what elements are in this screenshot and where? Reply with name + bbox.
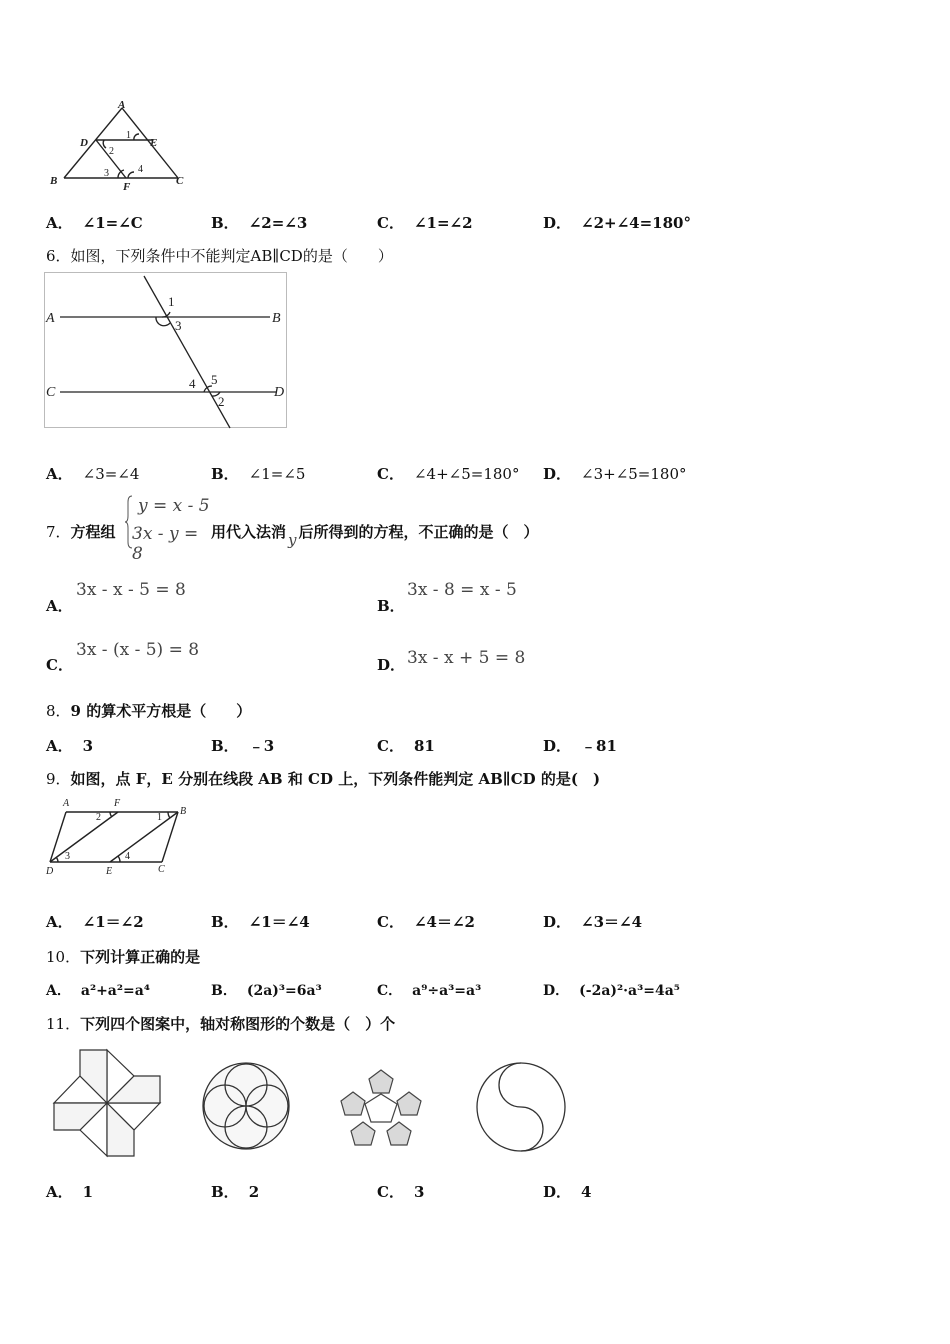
option-text: 3x - x + 5 = 8	[407, 648, 526, 668]
q9-angle-4: 4	[125, 851, 130, 862]
q9-stem	[46, 768, 600, 789]
option-text: ∠1＝∠4	[248, 913, 310, 931]
q10-option-b[interactable]	[211, 980, 322, 1000]
option-label: D．	[543, 465, 572, 483]
q5-label-D: D	[80, 137, 88, 149]
q9-angle-1: 1	[157, 812, 162, 823]
question-number: 9．	[46, 770, 71, 788]
q8-option-b[interactable]	[211, 735, 274, 756]
option-label: A．	[46, 913, 73, 931]
option-label: B．	[211, 465, 239, 483]
option-text: ∠3=∠4	[82, 465, 140, 483]
option-label: C．	[46, 656, 73, 674]
option-text: 3	[413, 1183, 425, 1201]
q7-stem-rest	[211, 521, 539, 549]
q10-option-d[interactable]	[543, 980, 680, 1000]
q5-option-c[interactable]	[377, 212, 473, 233]
q5-label-C: C	[176, 175, 184, 187]
option-text: (2a)³=6a³	[246, 983, 322, 999]
option-label: C．	[377, 465, 404, 483]
q6-angle-1: 1	[168, 294, 175, 309]
q5-angle-2: 2	[109, 146, 114, 157]
q9-label-D: D	[46, 866, 54, 877]
q8-option-c[interactable]	[377, 735, 435, 756]
option-text: 3x - x - 5 = 8	[76, 580, 186, 600]
option-text: 1	[82, 1183, 94, 1201]
q5-label-B: B	[50, 175, 58, 187]
option-text: ∠1＝∠2	[82, 913, 144, 931]
option-text: ∠1=∠2	[413, 214, 473, 232]
option-label: A．	[46, 1183, 73, 1201]
option-label: A．	[46, 465, 73, 483]
q5-triangle-figure	[46, 98, 196, 194]
q9-option-a[interactable]	[46, 911, 144, 932]
option-label: A．	[46, 597, 73, 615]
q9-angle-3: 3	[65, 851, 70, 862]
question-text: 下列四个图案中，轴对称图形的个数是（ ）个	[80, 1015, 396, 1033]
question-text: 方程组	[70, 523, 116, 541]
q6-angle-3: 3	[175, 318, 182, 333]
q9-label-B: B	[180, 806, 187, 817]
question-number: 6．	[46, 247, 71, 265]
option-text: ∠1=∠5	[248, 465, 306, 483]
q6-angle-5: 5	[211, 372, 218, 387]
option-text: 3	[82, 737, 94, 755]
q8-option-a[interactable]	[46, 735, 93, 756]
q9-label-E: E	[106, 866, 113, 877]
q5-label-E: E	[150, 137, 158, 149]
q5-angle-4: 4	[138, 164, 143, 175]
q5-option-a[interactable]	[46, 212, 143, 233]
q7-stem-number	[46, 521, 116, 542]
option-text: ∠1=∠C	[82, 214, 143, 232]
s-curve-circle-icon	[474, 1060, 568, 1154]
q11-option-a[interactable]	[46, 1181, 93, 1202]
option-text: ﹣3	[248, 737, 275, 755]
option-text: 2	[248, 1183, 260, 1201]
q6-option-b[interactable]	[211, 463, 305, 484]
q5-option-b[interactable]	[211, 212, 307, 233]
q6-label-D: D	[274, 385, 285, 400]
q5-angle-1: 1	[126, 130, 131, 141]
question-text: 用代入法消	[211, 523, 287, 541]
option-label: A．	[46, 214, 73, 232]
option-text: 81	[413, 737, 435, 755]
option-text: ∠3+∠5=180°	[581, 465, 687, 483]
q6-angle-4: 4	[189, 376, 196, 391]
option-label: B．	[211, 737, 239, 755]
question-text: 如图，点 F，E 分别在线段 AB 和 CD 上，下列条件能判定 AB∥CD 的是( )	[70, 770, 601, 788]
question-number: 8．	[46, 702, 71, 720]
option-label: D．	[543, 1183, 572, 1201]
option-label: D．	[377, 656, 406, 674]
option-label: D．	[543, 214, 572, 232]
option-label: C．	[377, 913, 404, 931]
option-text: (-2a)²·a³=4a⁵	[579, 983, 680, 999]
option-label: C．	[377, 214, 404, 232]
question-number: 11．	[46, 1015, 81, 1033]
option-text: 4	[581, 1183, 592, 1201]
q7-equation-2: 3x - y = 8	[132, 524, 199, 564]
q5-label-A: A	[118, 99, 126, 111]
option-text: ∠3＝∠4	[581, 913, 643, 931]
option-label: A．	[46, 737, 73, 755]
q6-stem	[46, 245, 393, 266]
q9-angle-2: 2	[96, 812, 101, 823]
question-text: 如图，下列条件中不能判定AB∥CD的是（ ）	[70, 247, 393, 265]
q6-option-a[interactable]	[46, 463, 139, 484]
q6-label-A: A	[46, 311, 55, 326]
q6-option-c[interactable]	[377, 463, 519, 484]
q6-angle-2: 2	[218, 394, 225, 409]
option-label: B．	[211, 913, 239, 931]
q10-option-c[interactable]	[377, 980, 481, 1000]
q10-option-a[interactable]	[46, 980, 150, 1000]
option-text: 3x - (x - 5) = 8	[76, 640, 200, 660]
four-petal-circle-icon	[200, 1060, 292, 1152]
option-label: D．	[543, 983, 570, 999]
pentagon-ring-pattern-icon	[335, 1066, 427, 1150]
q7-equation-system	[124, 494, 212, 564]
option-label: C．	[377, 737, 404, 755]
q8-stem	[46, 700, 251, 721]
question-text: 下列计算正确的是	[80, 948, 201, 966]
q9-option-c[interactable]	[377, 911, 475, 932]
option-text: a⁹÷a³=a³	[412, 983, 482, 999]
q11-stem	[46, 1013, 395, 1034]
option-label: B．	[211, 214, 239, 232]
option-text: ∠4+∠5=180°	[413, 465, 520, 483]
option-text: 3x - 8 = x - 5	[407, 580, 517, 600]
q11-option-c[interactable]	[377, 1181, 424, 1202]
question-text: 9 的算术平方根是（ ）	[70, 702, 252, 720]
question-number: 10．	[46, 948, 81, 966]
option-text: ∠2+∠4=180°	[581, 214, 691, 232]
q11-option-b[interactable]	[211, 1181, 259, 1202]
q6-parallel-lines-figure	[44, 272, 290, 432]
question-number: 7．	[46, 523, 71, 541]
q5-angle-3: 3	[104, 168, 109, 179]
q10-stem	[46, 946, 200, 967]
q9-label-C: C	[158, 864, 165, 875]
option-label: D．	[543, 737, 572, 755]
option-label: A．	[46, 983, 71, 999]
option-text: ∠4＝∠2	[413, 913, 475, 931]
option-label: C．	[377, 983, 403, 999]
option-label: B．	[211, 1183, 239, 1201]
option-label: C．	[377, 1183, 404, 1201]
q8-option-d[interactable]	[543, 735, 617, 756]
pinwheel-pattern-icon	[50, 1046, 164, 1160]
q9-label-A: A	[63, 798, 70, 809]
option-label: B．	[377, 597, 405, 615]
question-text: 后所得到的方程，不正确的是（ ）	[298, 523, 539, 541]
option-text: ∠2=∠3	[248, 214, 308, 232]
option-text: a²+a²=a⁴	[80, 983, 150, 999]
variable-y: y	[288, 531, 297, 549]
q6-option-d[interactable]	[543, 463, 687, 484]
q9-label-F: F	[114, 798, 121, 809]
option-label: D．	[543, 913, 572, 931]
option-text: ﹣81	[581, 737, 617, 755]
q9-parallelogram-figure	[44, 796, 194, 880]
q9-option-d[interactable]	[543, 911, 642, 932]
q11-option-d[interactable]	[543, 1181, 591, 1202]
q7-equation-1: y = x - 5	[138, 496, 210, 516]
q5-option-d[interactable]	[543, 212, 691, 233]
q9-option-b[interactable]	[211, 911, 310, 932]
q6-label-B: B	[272, 311, 281, 326]
q5-label-F: F	[123, 181, 131, 193]
q6-label-C: C	[46, 385, 56, 400]
option-label: B．	[211, 983, 237, 999]
